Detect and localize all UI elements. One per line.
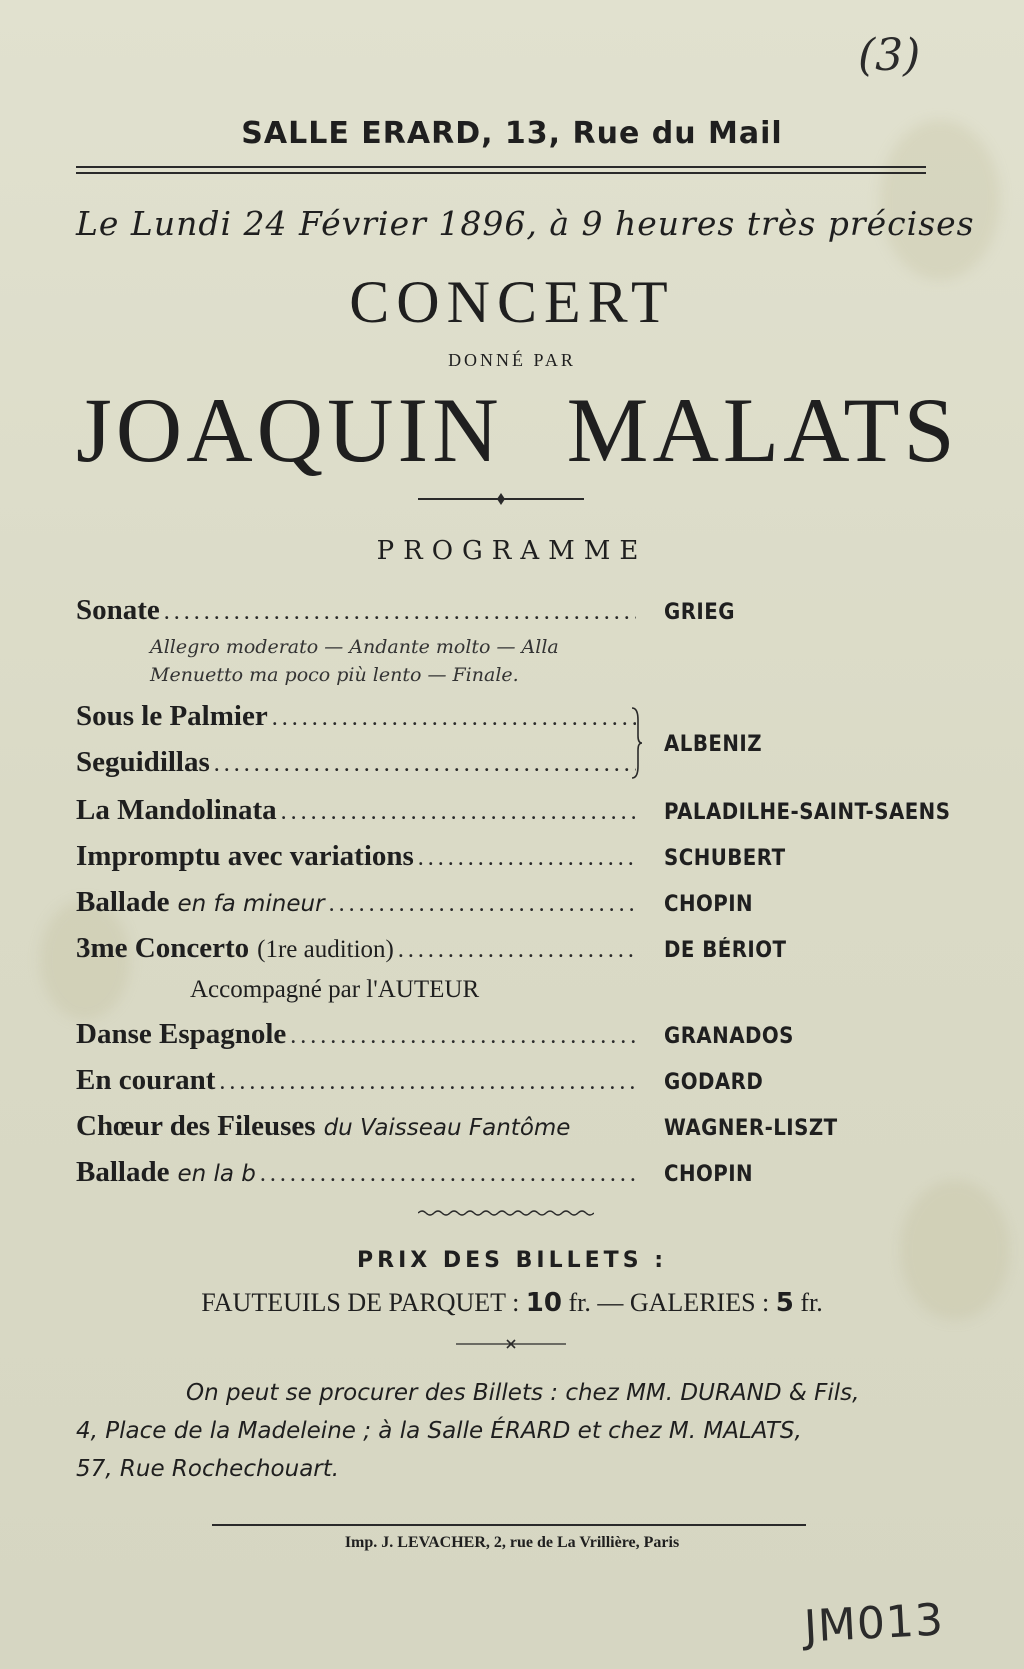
leader-dots — [260, 1161, 636, 1188]
piece-title: Ballade — [76, 1156, 170, 1188]
piece-title: Impromptu avec variations — [76, 840, 414, 872]
parquet-price: 10 — [525, 1288, 562, 1318]
parquet-label: FAUTEUILS DE PARQUET : — [201, 1288, 520, 1317]
piece-title: Chœur des Fileuses — [76, 1110, 316, 1142]
bottom-rule — [212, 1524, 806, 1526]
programme-item — [76, 1156, 636, 1189]
composer-name: GODARD — [664, 1070, 764, 1095]
galeries-price: 5 — [775, 1288, 794, 1318]
leader-dots — [290, 1023, 636, 1050]
tickets-line: 4, Place de la Madeleine ; à la Salle ÉRARD et chez M. MALATS, — [76, 1418, 802, 1444]
performer-first-name: JOAQUIN — [76, 379, 503, 481]
leader-dots — [281, 799, 636, 826]
cross-divider — [456, 1338, 566, 1350]
composer-name: GRIEG — [664, 600, 735, 625]
programme-item — [76, 1018, 636, 1051]
wavy-divider — [418, 1208, 594, 1218]
given-by-label: DONNÉ PAR — [448, 350, 576, 370]
programme-item — [76, 746, 636, 779]
leader-dots — [164, 599, 636, 626]
piece-title: La Mandolinata — [76, 794, 277, 826]
performer-last-name: MALATS — [566, 379, 959, 481]
piece-title: En courant — [76, 1064, 216, 1096]
currency-label: fr. — [800, 1288, 823, 1317]
programme-item — [76, 794, 636, 827]
programme-item — [76, 1064, 636, 1097]
currency-label: fr. — [568, 1288, 591, 1317]
programme-item — [76, 840, 636, 873]
programme-item — [76, 886, 636, 919]
piece-key: en la b — [177, 1161, 256, 1187]
accompaniment-note: Accompagné par l'AUTEUR — [190, 976, 480, 1003]
leader-dots — [272, 705, 636, 732]
price-separator: — — [597, 1288, 624, 1317]
piece-note: (1re audition) — [257, 936, 394, 963]
printer-imprint: Imp. J. LEVACHER, 2, rue de La Vrillière, Paris — [344, 1534, 680, 1551]
piece-source: du Vaisseau Fantôme — [323, 1115, 571, 1141]
leader-dots — [214, 751, 636, 778]
event-title: CONCERT — [349, 269, 675, 335]
programme-item — [76, 700, 636, 733]
piece-key: en fa mineur — [177, 891, 325, 917]
brace-icon — [628, 706, 642, 780]
composer-name: CHOPIN — [664, 1162, 754, 1187]
composer-name: SCHUBERT — [664, 846, 786, 871]
leader-dots — [398, 937, 636, 964]
handwritten-catalog-mark: JM013 — [802, 1594, 946, 1653]
composer-name: DE BÉRIOT — [664, 938, 787, 963]
composer-name: PALADILHE-SAINT-SAENS — [664, 800, 951, 825]
piece-title: Ballade — [76, 886, 170, 918]
programme-heading: PROGRAMME — [376, 536, 648, 566]
programme-item — [76, 1110, 636, 1143]
composer-name: WAGNER-LISZT — [664, 1116, 838, 1141]
movement-line: Allegro moderato — Andante molto — Alla — [150, 636, 559, 658]
handwritten-page-number: (3) — [858, 30, 921, 81]
leader-dots — [219, 1069, 636, 1096]
date-line: Le Lundi 24 Février 1896, à 9 heures très précises — [76, 204, 975, 243]
leader-dots — [418, 845, 636, 872]
leader-dots — [329, 891, 636, 918]
tickets-info — [76, 1374, 938, 1488]
galeries-label: GALERIES : — [629, 1288, 770, 1317]
piece-title: 3me Concerto — [76, 932, 250, 964]
prices-line — [0, 1288, 1024, 1318]
piece-title: Danse Espagnole — [76, 1018, 287, 1050]
programme-item — [76, 932, 636, 965]
piece-title: Sonate — [76, 594, 160, 626]
piece-title: Sous le Palmier — [76, 700, 268, 732]
piece-title: Seguidillas — [76, 746, 210, 778]
composer-name: GRANADOS — [664, 1024, 794, 1049]
movement-line: Menuetto ma poco più lento — Finale. — [150, 664, 519, 686]
prices-heading: PRIX DES BILLETS : — [357, 1248, 667, 1273]
tickets-line: On peut se procurer des Billets : chez MM. DURAND & Fils, — [186, 1380, 860, 1406]
composer-name: ALBENIZ — [664, 732, 763, 757]
programme-item — [76, 594, 636, 627]
composer-name: CHOPIN — [664, 892, 754, 917]
venue-heading: SALLE ERARD, 13, Rue du Mail — [241, 116, 783, 151]
tickets-line: 57, Rue Rochechouart. — [76, 1456, 340, 1482]
